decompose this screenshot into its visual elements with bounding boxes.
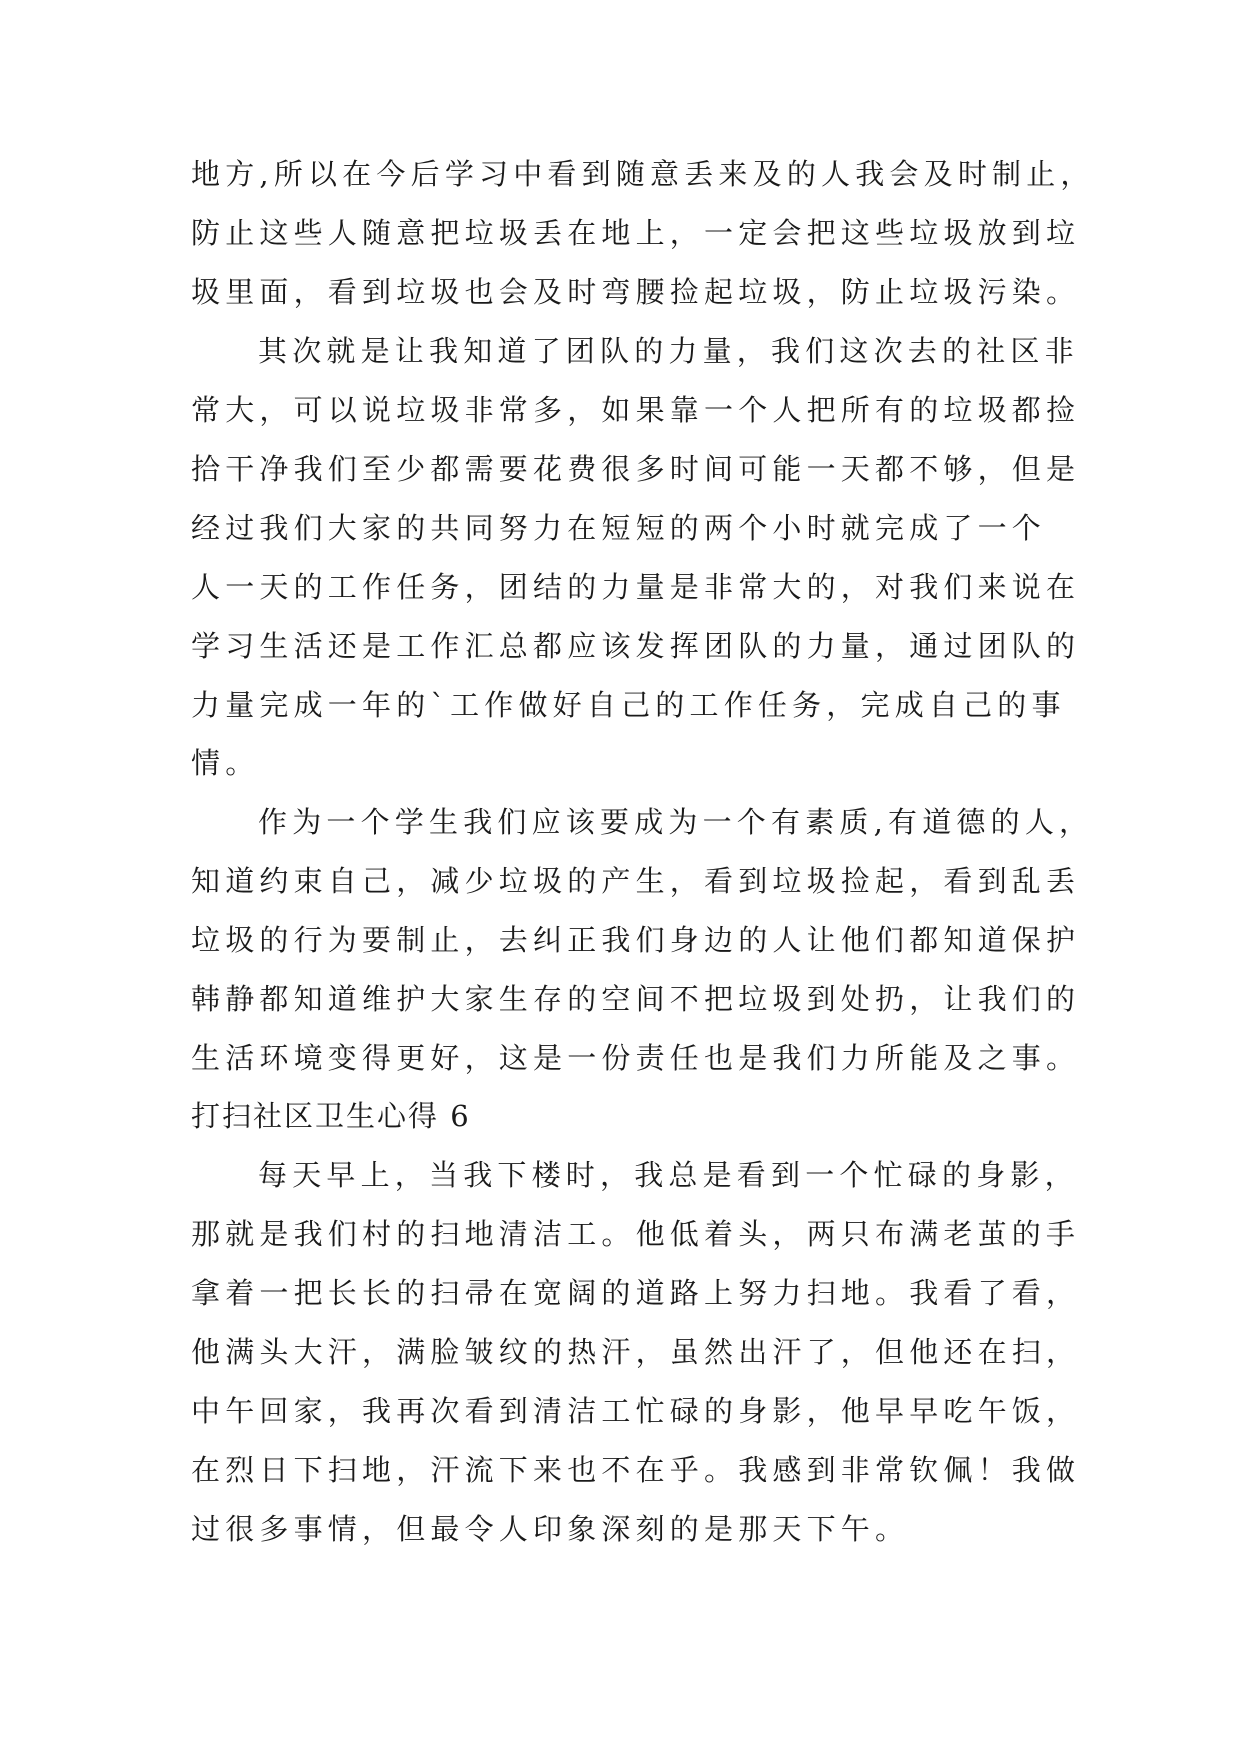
paragraph-start-line: 每天早上，当我下楼时，我总是看到一个忙碌的身影， <box>258 1158 1079 1192</box>
section-heading: 打扫社区卫生心得 6 <box>191 1099 471 1133</box>
text-line: 情。 <box>191 746 260 780</box>
text-line: 防止这些人随意把垃圾丢在地上，一定会把这些垃圾放到垃 <box>191 216 1081 250</box>
text-line: 他满头大汗，满脸皱纹的热汗，虽然出汗了，但他还在扫， <box>191 1335 1081 1369</box>
text-line: 知道约束自己，减少垃圾的产生，看到垃圾捡起，看到乱丢 <box>191 864 1081 898</box>
text-line: 经过我们大家的共同努力在短短的两个小时就完成了一个 <box>191 511 1047 545</box>
text-line: 常大，可以说垃圾非常多，如果靠一个人把所有的垃圾都捡 <box>191 393 1081 427</box>
text-line: 圾里面，看到垃圾也会及时弯腰捡起垃圾，防止垃圾污染。 <box>191 275 1081 309</box>
text-line: 过很多事情，但最令人印象深刻的是那天下午。 <box>191 1512 910 1546</box>
text-line: 生活环境变得更好，这是一份责任也是我们力所能及之事。 <box>191 1041 1081 1075</box>
text-line: 拾干净我们至少都需要花费很多时间可能一天都不够，但是 <box>191 452 1081 486</box>
text-line: 那就是我们村的扫地清洁工。他低着头，两只布满老茧的手 <box>191 1217 1081 1251</box>
text-line: 中午回家，我再次看到清洁工忙碌的身影，他早早吃午饭， <box>191 1394 1081 1428</box>
text-line: 学习生活还是工作汇总都应该发挥团队的力量，通过团队的 <box>191 629 1081 663</box>
text-line: 拿着一把长长的扫帚在宽阔的道路上努力扫地。我看了看， <box>191 1276 1081 1310</box>
text-line: 韩静都知道维护大家生存的空间不把垃圾到处扔，让我们的 <box>191 982 1081 1016</box>
paragraph-start-line: 其次就是让我知道了团队的力量，我们这次去的社区非 <box>258 334 1079 368</box>
text-line: 力量完成一年的`工作做好自己的工作任务，完成自己的事 <box>191 688 1066 722</box>
text-line: 在烈日下扫地，汗流下来也不在乎。我感到非常钦佩！我做 <box>191 1453 1081 1487</box>
text-line: 人一天的工作任务，团结的力量是非常大的，对我们来说在 <box>191 570 1081 604</box>
text-line: 垃圾的行为要制止，去纠正我们身边的人让他们都知道保护 <box>191 923 1081 957</box>
text-line: 地方,所以在今后学习中看到随意丢来及的人我会及时制止， <box>191 157 1095 191</box>
paragraph-start-line: 作为一个学生我们应该要成为一个有素质,有道德的人， <box>258 805 1094 839</box>
